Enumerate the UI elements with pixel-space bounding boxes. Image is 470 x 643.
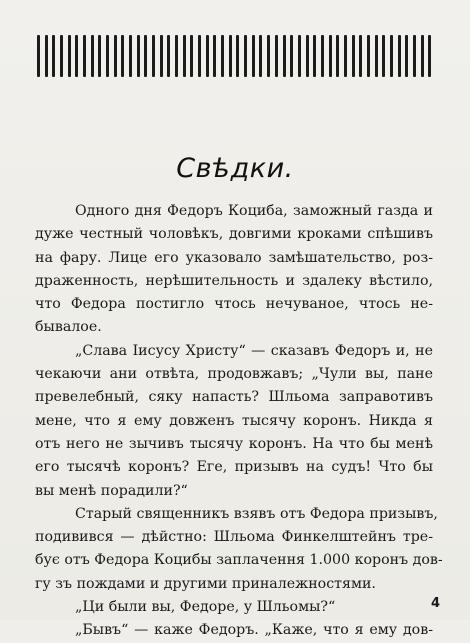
text-line: подивився — дѣйстно: Шльома Финкелштейнъ тре- [35, 529, 433, 546]
ornament-bar [213, 35, 216, 77]
ornament-bar [252, 35, 255, 77]
ornament-bar [229, 35, 232, 77]
ornament-bar [267, 35, 270, 77]
ornament-bar [91, 35, 94, 77]
ornament-bar [221, 35, 224, 77]
text-line: Старый священникъ взявъ отъ Федора призывъ, [75, 505, 438, 522]
ornament-bar [421, 35, 424, 77]
text-line: Одного дня Федоръ Коцибa, заможный газда и [75, 203, 433, 219]
ornament-bar [259, 35, 262, 77]
text-line: чекаючи ани отвѣта, продовжавъ; „Чули вы, пане [35, 366, 433, 383]
ornament-bar [114, 35, 117, 77]
ornament-bar [390, 35, 393, 77]
ornament-bar [428, 35, 431, 77]
text-line: отъ него не зычивъ тысячу коронъ. На что бы менѣ [35, 435, 433, 452]
ornament-bar [275, 35, 278, 77]
ornament-bar [190, 35, 193, 77]
ornament-bar [329, 35, 332, 77]
ornament-bar [75, 35, 78, 77]
ornament-bar [37, 35, 40, 77]
ornament-bar [336, 35, 339, 77]
ornament-bar [83, 35, 86, 77]
ornament-bar [298, 35, 301, 77]
ornament-bar [236, 35, 239, 77]
ornament-bar [137, 35, 140, 77]
text-line: бує отъ Федора Коцибы заплачення 1.000 коронъ дов- [35, 552, 443, 569]
ornament-bar [321, 35, 324, 77]
text-line: дуже честный чоловѣкъ, довгими кроками спѣшивъ [35, 226, 433, 243]
ornament-bar [290, 35, 293, 77]
ornament-bar [398, 35, 401, 77]
ornament-bar [367, 35, 370, 77]
ornament-bar [144, 35, 147, 77]
ornament-bar [45, 35, 48, 77]
ornament-bar [106, 35, 109, 77]
ornament-bar [68, 35, 71, 77]
ornament-bar [359, 35, 362, 77]
ornament-bar [121, 35, 124, 77]
text-line: что Федора постигло чтось нечуваное, чтось не- [35, 296, 433, 313]
text-line: на фару. Лице его указовало замѣшательство, роз- [35, 249, 433, 266]
text-line: бывалое. [35, 319, 102, 336]
ornament-bar [244, 35, 247, 77]
ornament-bar [52, 35, 55, 77]
text-line: вы менѣ порадили?“ [35, 482, 188, 499]
ornament-bar [183, 35, 186, 77]
ornamental-header-band [37, 35, 432, 77]
text-line: „Слава Іисусу Христу“ — сказавъ Федоръ и, не [75, 342, 433, 359]
ornament-bar [313, 35, 316, 77]
ornament-bar [152, 35, 155, 77]
text-line: гу зъ пождами и другими приналежностями. [35, 575, 376, 592]
page-number: 4 [430, 596, 440, 611]
ornament-bar [198, 35, 201, 77]
ornament-bar [206, 35, 209, 77]
ornament-bar [60, 35, 63, 77]
ornament-bar [283, 35, 286, 77]
body-text [35, 200, 443, 643]
ornament-bar [98, 35, 101, 77]
ornament-bar [167, 35, 170, 77]
ornament-bar [382, 35, 385, 77]
ornament-bar [375, 35, 378, 77]
ornament-bar [306, 35, 309, 77]
chapter-title: Свѣдки. [176, 153, 294, 184]
ornament-bar [175, 35, 178, 77]
ornament-bar [160, 35, 163, 77]
ornament-bar [129, 35, 132, 77]
text-line: „Бывъ“ — каже Федоръ. „Каже, что я ему дов- [75, 622, 433, 639]
ornament-bar [413, 35, 416, 77]
ornament-bar [344, 35, 347, 77]
ornament-bar [352, 35, 355, 77]
ornament-bar [405, 35, 408, 77]
text-line: драженность, нерѣшительность и здалеку вѣстило, [35, 272, 433, 289]
text-line: его тысячѣ коронъ? Еге, призывъ на судъ! Что бы [35, 459, 433, 476]
text-line: мене, что я ему довженъ тысячу коронъ. Никда я [35, 412, 433, 429]
text-line: „Ци были вы, Федоре, у Шльомы?“ [75, 599, 336, 616]
text-line: превелебный, сяку напасть? Шльома заправотивъ [35, 389, 433, 406]
